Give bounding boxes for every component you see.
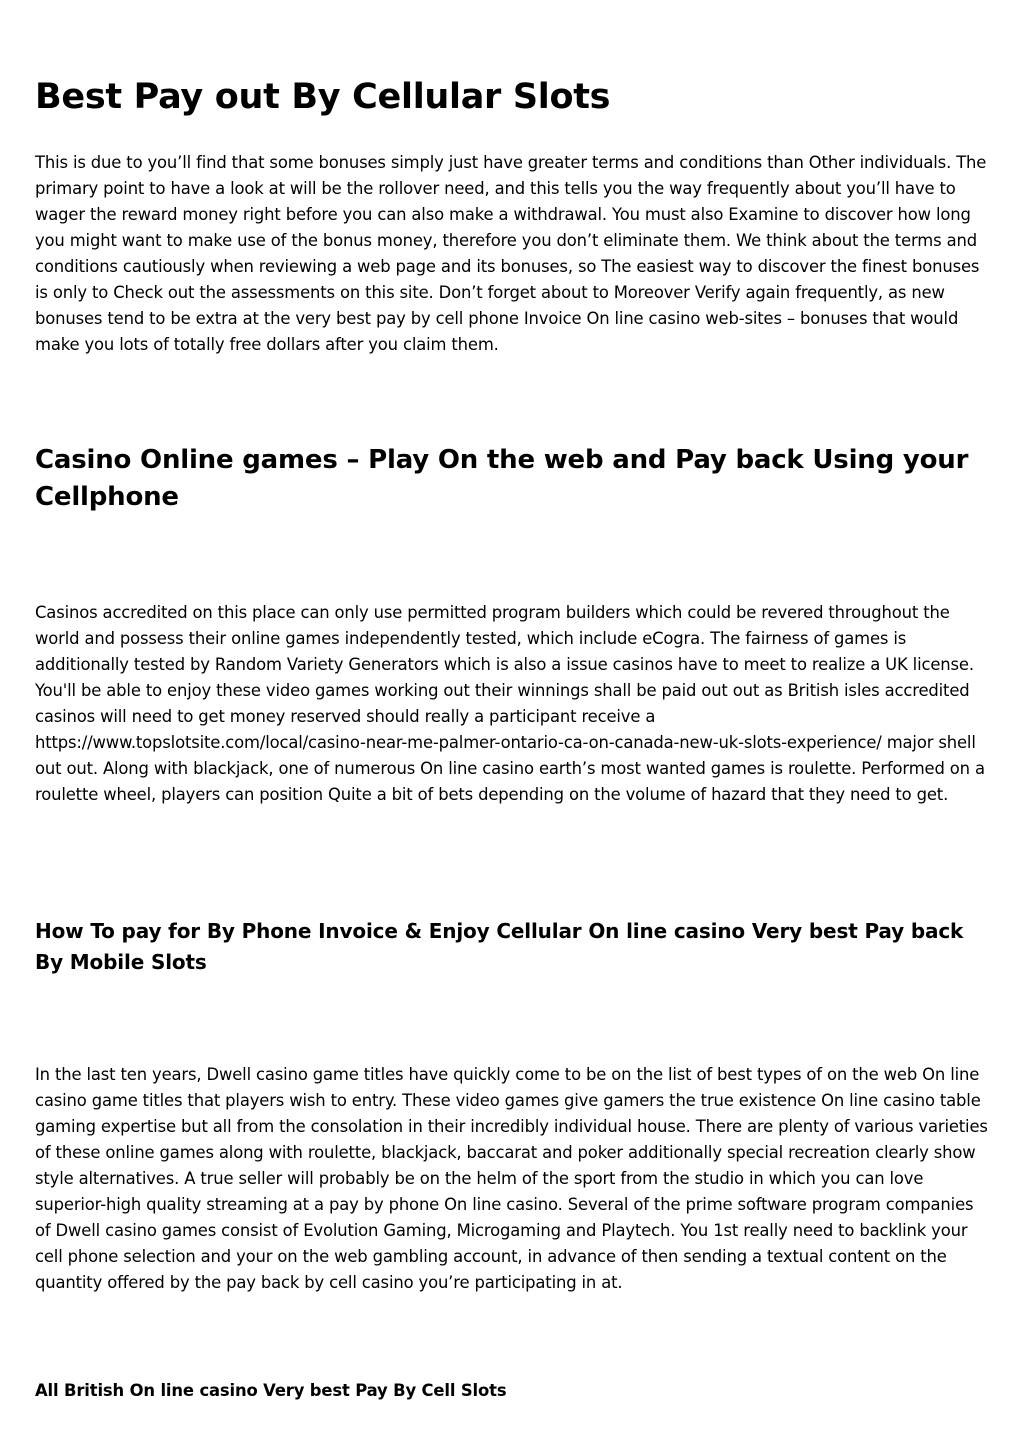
section-heading-all-british: All British On line casino Very best Pay By Cell Slots xyxy=(35,1381,507,1400)
section-heading-how-to-pay: How To pay for By Phone Invoice & Enjoy Cellular On line casino Very best Pay back By Mobile Slots xyxy=(35,919,964,974)
section-paragraph-live-casino: In the last ten years, Dwell casino game titles have quickly come to be on the list of best types of on the web On line casino game titles that players wish to entry. These video games give gamers the true existence On line casino table gaming expertise but all from the consolation in their incredibly individual house. There are plenty of various varieties of these online games along with roulette, blackjack, baccarat and poker additionally special recreation clearly show style alternatives. A true seller will probably be on the helm of the sport from the studio in which you can love superior-high quality streaming at a pay by phone On line casino. Several of the prime software program companies of Dwell casino games consist of Evolution Gaming, Microgaming and Playtech. You 1st really need to backlink your cell phone selection and your on the web gambling account, in advance of then sending a textual content on the quantity offered by the pay back by cell casino you’re participating in at. xyxy=(35,1065,988,1292)
section-heading-casino-online-games: Casino Online games – Play On the web and Pay back Using your Cellphone xyxy=(35,445,969,512)
page-title: Best Pay out By Cellular Slots xyxy=(35,77,611,117)
intro-paragraph: This is due to you’ll find that some bonuses simply just have greater terms and conditions than Other individuals. The primary point to have a look at will be the rollover need, and this tells you the way frequently about you’ll have to wager the reward money right before you can also make a withdrawal. You must also Examine to discover how long you might want to make use of the bonus money, therefore you don’t eliminate them. We think about the terms and conditions cautiously when reviewing a web page and its bonuses, so The easiest way to discover the finest bonuses is only to Check out the assessments on this site. Don’t forget about to Moreover Verify again frequently, as new bonuses tend to be extra at the very best pay by cell phone Invoice On line casino web-sites – bonuses that would make you lots of totally free dollars after you claim them. xyxy=(35,153,987,354)
section-paragraph-casinos-accredited: Casinos accredited on this place can only use permitted program builders which could be revered throughout the world and possess their online games independently tested, which include eCogra. The fairness of games is additionally tested by Random Variety Generators which is also a issue casinos have to meet to realize a UK license. You'll be able to enjoy these video games working out their winnings shall be paid out out as British isles accredited casinos will need to get money reserved should really a participant receive a https://www.topslotsite.com/local/casino-near-me-palmer-ontario-ca-on-canada-new-uk-slots-experience/ major shell out out. Along with blackjack, one of numerous On line casino earth’s most wanted games is roulette. Performed on a roulette wheel, players can position Quite a bit of bets depending on the volume of hazard that they need to get. xyxy=(35,603,985,804)
